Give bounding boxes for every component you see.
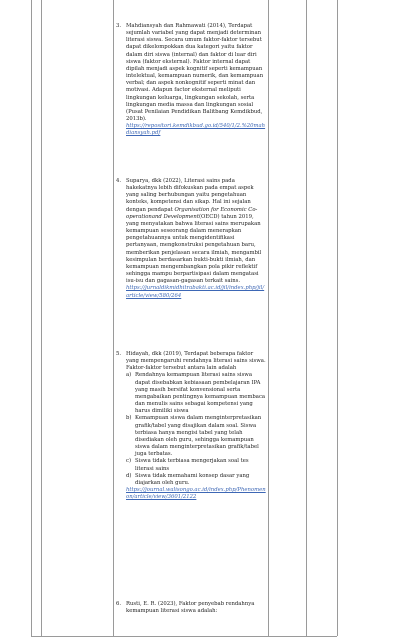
sub-item-text: Siswa tidak terbiasa mengerjakan soal tes literasi sains <box>135 458 249 472</box>
sub-item-letter: b) <box>126 415 132 422</box>
table-border-left <box>31 0 32 636</box>
sub-item <box>126 458 266 472</box>
sub-item-letter: a) <box>126 372 132 379</box>
item-text-italic: Organisation for Economic Co-operationand Development <box>126 206 258 220</box>
sub-item <box>126 372 266 415</box>
item-text: Mahdiansyah dan Rahmawati (2014), Terdapat sejumlah variabel yang dapat menjadi determinan literasi siswa. Secara umum faktor-faktor tersebut dapat dikelompokkan dua kategori yaitu faktor dalam diri siswa (internal) dan faktor di luar diri siswa (faktor eksternal). Faktor internal dapat dipilah menjadi aspek kognitif seperti kemampuan intelektual, kemampuan numerik, dan kemampuan verbal; dan aspek nonkognitif seperti minat dan motivasi. Adapun factor eksternal meliputi lingkungan keluarga, lingkungan sekolah, serta lingkungan media massa dan lingkungan sosial (Pusat Penilaian Pendidikan Balitbang Kemdikbud, 2013b). <box>126 23 264 123</box>
reference-link[interactable]: https://journal.walisongo.ac.id/index.php/Phenomenon/article/view/3601/2122 <box>126 486 266 501</box>
sub-item-letter: d) <box>126 472 132 479</box>
sub-item-letter: c) <box>126 458 132 465</box>
table-column-divider <box>113 0 114 636</box>
item-text-part: (OECD) tahun 2019, yang menyatakan bahwa literasi sains merupakan kemampuan seseorang dalam menerapkan pengetahuannya untuk mengidentifikasi pertanyaan, mengkonstruksi pengetahuan baru, memberikan penjelasan secara ilmiah, mengambil kesimpulan berdasarkan bukti-bukti ilmiah, dan kemampuan mengembangkan pola pikir reflektif sehingga mampu berpartisipasi dalam mengatasi isu-isu dan gagasan-gagasan terkait sains. <box>126 213 262 285</box>
item-number: 4. <box>116 178 122 184</box>
sub-item <box>126 473 266 487</box>
reference-link[interactable]: https://repositori.kemdikbud.go.id/540/1/2.%20mahdiansyah.pdf <box>126 123 266 137</box>
list-item-4 <box>116 178 266 300</box>
sub-item-text: Kemampuan siswa dalam menginterpretasikan grafik/tabel yang disajikan dalam soal. Siswa terbiasa hanya mengisi tabel yang telah disediakan oleh guru, sehingga kemampuan siswa dalam menginterpretasikan grafik/tabel juga terbatas. <box>135 415 262 458</box>
item-text: Rusti, E. R. (2023), Faktor penyebab rendahnya kemampuan literasi siswa adalah: <box>126 601 255 615</box>
item-text-part: Suparya, dkk (2022), Literasi sains pada hakekatnya lebih difokuskan pada empat aspek yang saling berhubungan yaitu pengetahuan konteks, kompetensi dan sikap. Hal ini sejalan dengan pendapat <box>126 178 254 213</box>
sub-item <box>126 415 266 458</box>
table-border-right <box>337 0 338 636</box>
item-number: 6. <box>116 601 122 607</box>
list-item-5 <box>116 351 266 501</box>
sub-item-text: Rendahnya kemampuan literasi sains siswa dapat disebabkan kebiasaan pembelajaran IPA yang masih bersifat konvensional serta mengabaikan pentingnya kemampuan membaca dan menulis sains sebagai kompetensi yang harus dimiliki siswa <box>135 372 266 415</box>
item-number: 5. <box>116 351 122 357</box>
table-column-divider <box>41 0 42 636</box>
sub-item-text: Siswa tidak memahami konsep dasar yang diajarkan oleh guru. <box>135 472 250 486</box>
item-text <box>126 178 266 285</box>
list-item-3 <box>116 23 266 138</box>
item-number: 3. <box>116 23 122 29</box>
item-text: Hidayah, dkk (2019), Terdapat beberapa faktor yang mempengaruhi rendahnya literasi sains siswa. Faktor-faktor tersebut antara lain adalah <box>126 351 266 372</box>
table-column-divider <box>268 0 269 636</box>
reference-link[interactable]: https://jurnaldikmidhitrabakti.ac.id/jil/index.php/jil/article/view/580/264 <box>126 285 265 299</box>
list-item-6 <box>116 601 266 615</box>
table-column-divider <box>306 0 307 636</box>
table-border-bottom <box>31 636 337 637</box>
